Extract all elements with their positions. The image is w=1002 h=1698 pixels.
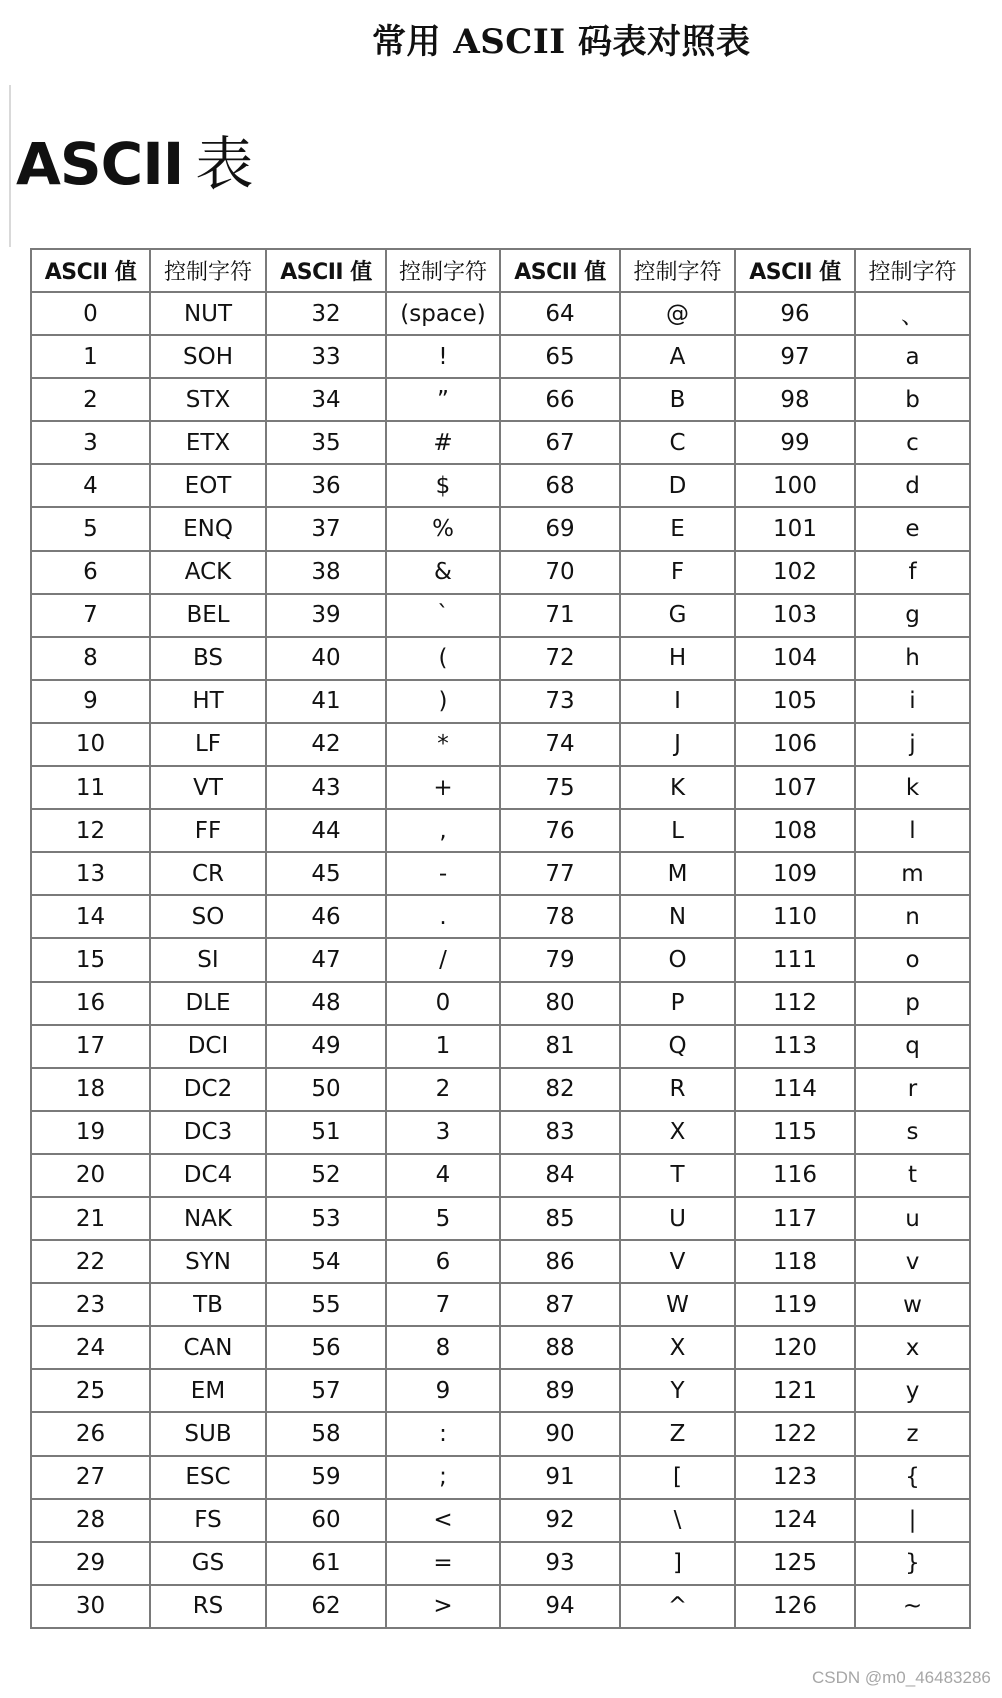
- ascii-value-cell: 52: [266, 1154, 386, 1197]
- ascii-value-cell: 57: [266, 1369, 386, 1412]
- ascii-value-cell: 5: [31, 507, 150, 550]
- ascii-value-cell: 38: [266, 551, 386, 594]
- char-cell: `: [386, 594, 500, 637]
- ascii-value-cell: 59: [266, 1456, 386, 1499]
- table-row: [31, 723, 970, 766]
- column-header-ascii-value: ASCII 值: [500, 249, 620, 292]
- char-cell: u: [855, 1197, 970, 1240]
- section-heading: [16, 128, 252, 200]
- char-cell: Q: [620, 1025, 735, 1068]
- ascii-value-cell: 113: [735, 1025, 855, 1068]
- column-header-control-char: 控制字符: [150, 249, 266, 292]
- table-row: [31, 1283, 970, 1326]
- char-cell: STX: [150, 378, 266, 421]
- char-cell: G: [620, 594, 735, 637]
- table-row: [31, 1412, 970, 1455]
- char-cell: J: [620, 723, 735, 766]
- char-cell: H: [620, 637, 735, 680]
- table-row: [31, 1542, 970, 1585]
- char-cell: $: [386, 464, 500, 507]
- section-heading-cjk: 表: [195, 130, 253, 198]
- char-cell: SOH: [150, 335, 266, 378]
- table-row: [31, 895, 970, 938]
- left-margin-rule: [9, 85, 11, 247]
- ascii-value-cell: 105: [735, 680, 855, 723]
- char-cell: 1: [386, 1025, 500, 1068]
- char-cell: }: [855, 1542, 970, 1585]
- ascii-value-cell: 17: [31, 1025, 150, 1068]
- ascii-value-cell: 22: [31, 1240, 150, 1283]
- ascii-value-cell: 33: [266, 335, 386, 378]
- ascii-value-cell: 120: [735, 1326, 855, 1369]
- char-cell: 7: [386, 1283, 500, 1326]
- char-cell: E: [620, 507, 735, 550]
- ascii-value-cell: 83: [500, 1111, 620, 1154]
- ascii-value-cell: 34: [266, 378, 386, 421]
- ascii-value-cell: 81: [500, 1025, 620, 1068]
- char-cell: ,: [386, 809, 500, 852]
- char-cell: +: [386, 766, 500, 809]
- table-row: [31, 1111, 970, 1154]
- char-cell: DC2: [150, 1068, 266, 1111]
- ascii-value-cell: 23: [31, 1283, 150, 1326]
- char-cell: V: [620, 1240, 735, 1283]
- ascii-value-cell: 29: [31, 1542, 150, 1585]
- char-cell: 2: [386, 1068, 500, 1111]
- table-row: [31, 680, 970, 723]
- ascii-value-cell: 121: [735, 1369, 855, 1412]
- ascii-value-cell: 47: [266, 938, 386, 981]
- table-header-row: [31, 249, 970, 292]
- ascii-value-cell: 122: [735, 1412, 855, 1455]
- ascii-value-cell: 6: [31, 551, 150, 594]
- char-cell: D: [620, 464, 735, 507]
- ascii-value-cell: 119: [735, 1283, 855, 1326]
- table-row: [31, 1197, 970, 1240]
- table-row: [31, 1326, 970, 1369]
- section-heading-latin: ASCII: [16, 130, 184, 198]
- ascii-value-cell: 21: [31, 1197, 150, 1240]
- ascii-value-cell: 61: [266, 1542, 386, 1585]
- table-row: [31, 809, 970, 852]
- char-cell: l: [855, 809, 970, 852]
- column-header-ascii-value: ASCII 值: [31, 249, 150, 292]
- table-row: [31, 1154, 970, 1197]
- char-cell: CR: [150, 852, 266, 895]
- char-cell: ENQ: [150, 507, 266, 550]
- ascii-value-cell: 30: [31, 1585, 150, 1628]
- char-cell: EOT: [150, 464, 266, 507]
- char-cell: w: [855, 1283, 970, 1326]
- ascii-value-cell: 96: [735, 292, 855, 335]
- char-cell: NAK: [150, 1197, 266, 1240]
- column-header-control-char: 控制字符: [855, 249, 970, 292]
- char-cell: F: [620, 551, 735, 594]
- ascii-value-cell: 24: [31, 1326, 150, 1369]
- ascii-value-cell: 49: [266, 1025, 386, 1068]
- table-row: [31, 1068, 970, 1111]
- ascii-value-cell: 103: [735, 594, 855, 637]
- table-row: [31, 982, 970, 1025]
- char-cell: *: [386, 723, 500, 766]
- char-cell: i: [855, 680, 970, 723]
- char-cell: t: [855, 1154, 970, 1197]
- ascii-value-cell: 91: [500, 1456, 620, 1499]
- char-cell: g: [855, 594, 970, 637]
- char-cell: I: [620, 680, 735, 723]
- ascii-value-cell: 97: [735, 335, 855, 378]
- ascii-value-cell: 77: [500, 852, 620, 895]
- char-cell: 8: [386, 1326, 500, 1369]
- char-cell: -: [386, 852, 500, 895]
- ascii-value-cell: 85: [500, 1197, 620, 1240]
- ascii-value-cell: 70: [500, 551, 620, 594]
- char-cell: =: [386, 1542, 500, 1585]
- ascii-value-cell: 123: [735, 1456, 855, 1499]
- ascii-table: [30, 248, 971, 1629]
- char-cell: m: [855, 852, 970, 895]
- ascii-value-cell: 86: [500, 1240, 620, 1283]
- ascii-value-cell: 73: [500, 680, 620, 723]
- char-cell: ETX: [150, 421, 266, 464]
- ascii-value-cell: 14: [31, 895, 150, 938]
- char-cell: BS: [150, 637, 266, 680]
- ascii-value-cell: 12: [31, 809, 150, 852]
- char-cell: 0: [386, 982, 500, 1025]
- ascii-value-cell: 51: [266, 1111, 386, 1154]
- char-cell: DLE: [150, 982, 266, 1025]
- ascii-value-cell: 92: [500, 1499, 620, 1542]
- char-cell: ]: [620, 1542, 735, 1585]
- column-header-ascii-value: ASCII 值: [266, 249, 386, 292]
- ascii-value-cell: 79: [500, 938, 620, 981]
- ascii-value-cell: 107: [735, 766, 855, 809]
- char-cell: ”: [386, 378, 500, 421]
- char-cell: T: [620, 1154, 735, 1197]
- char-cell: EM: [150, 1369, 266, 1412]
- char-cell: DC3: [150, 1111, 266, 1154]
- char-cell: B: [620, 378, 735, 421]
- table-row: [31, 292, 970, 335]
- char-cell: L: [620, 809, 735, 852]
- ascii-value-cell: 35: [266, 421, 386, 464]
- char-cell: A: [620, 335, 735, 378]
- ascii-value-cell: 118: [735, 1240, 855, 1283]
- char-cell: e: [855, 507, 970, 550]
- char-cell: a: [855, 335, 970, 378]
- ascii-value-cell: 110: [735, 895, 855, 938]
- ascii-value-cell: 20: [31, 1154, 150, 1197]
- ascii-value-cell: 80: [500, 982, 620, 1025]
- table-row: [31, 551, 970, 594]
- table-row: [31, 378, 970, 421]
- ascii-value-cell: 11: [31, 766, 150, 809]
- column-header-control-char: 控制字符: [620, 249, 735, 292]
- ascii-value-cell: 16: [31, 982, 150, 1025]
- ascii-value-cell: 115: [735, 1111, 855, 1154]
- ascii-value-cell: 67: [500, 421, 620, 464]
- ascii-value-cell: 100: [735, 464, 855, 507]
- char-cell: N: [620, 895, 735, 938]
- char-cell: p: [855, 982, 970, 1025]
- ascii-value-cell: 75: [500, 766, 620, 809]
- ascii-value-cell: 89: [500, 1369, 620, 1412]
- table-row: [31, 637, 970, 680]
- ascii-value-cell: 112: [735, 982, 855, 1025]
- char-cell: ~: [855, 1585, 970, 1628]
- ascii-value-cell: 45: [266, 852, 386, 895]
- char-cell: O: [620, 938, 735, 981]
- char-cell: R: [620, 1068, 735, 1111]
- ascii-value-cell: 104: [735, 637, 855, 680]
- document-title: 常用 ASCII 码表对照表: [372, 22, 751, 62]
- char-cell: ;: [386, 1456, 500, 1499]
- char-cell: :: [386, 1412, 500, 1455]
- char-cell: M: [620, 852, 735, 895]
- char-cell: RS: [150, 1585, 266, 1628]
- char-cell: P: [620, 982, 735, 1025]
- char-cell: f: [855, 551, 970, 594]
- ascii-value-cell: 50: [266, 1068, 386, 1111]
- char-cell: /: [386, 938, 500, 981]
- char-cell: c: [855, 421, 970, 464]
- ascii-value-cell: 124: [735, 1499, 855, 1542]
- ascii-value-cell: 36: [266, 464, 386, 507]
- ascii-value-cell: 82: [500, 1068, 620, 1111]
- char-cell: %: [386, 507, 500, 550]
- table-row: [31, 852, 970, 895]
- table-row: [31, 507, 970, 550]
- ascii-value-cell: 66: [500, 378, 620, 421]
- ascii-value-cell: 62: [266, 1585, 386, 1628]
- char-cell: BEL: [150, 594, 266, 637]
- ascii-value-cell: 0: [31, 292, 150, 335]
- ascii-value-cell: 106: [735, 723, 855, 766]
- table-row: [31, 938, 970, 981]
- ascii-value-cell: 54: [266, 1240, 386, 1283]
- char-cell: 9: [386, 1369, 500, 1412]
- ascii-value-cell: 44: [266, 809, 386, 852]
- ascii-value-cell: 116: [735, 1154, 855, 1197]
- ascii-value-cell: 68: [500, 464, 620, 507]
- ascii-value-cell: 9: [31, 680, 150, 723]
- ascii-value-cell: 117: [735, 1197, 855, 1240]
- char-cell: >: [386, 1585, 500, 1628]
- table-row: [31, 335, 970, 378]
- char-cell: o: [855, 938, 970, 981]
- char-cell: @: [620, 292, 735, 335]
- ascii-value-cell: 98: [735, 378, 855, 421]
- table-row: [31, 421, 970, 464]
- char-cell: FS: [150, 1499, 266, 1542]
- char-cell: C: [620, 421, 735, 464]
- ascii-value-cell: 8: [31, 637, 150, 680]
- char-cell: GS: [150, 1542, 266, 1585]
- char-cell: (space): [386, 292, 500, 335]
- char-cell: v: [855, 1240, 970, 1283]
- ascii-value-cell: 48: [266, 982, 386, 1025]
- char-cell: ): [386, 680, 500, 723]
- table-row: [31, 1456, 970, 1499]
- ascii-value-cell: 126: [735, 1585, 855, 1628]
- ascii-value-cell: 90: [500, 1412, 620, 1455]
- char-cell: r: [855, 1068, 970, 1111]
- char-cell: X: [620, 1326, 735, 1369]
- ascii-value-cell: 26: [31, 1412, 150, 1455]
- ascii-value-cell: 114: [735, 1068, 855, 1111]
- ascii-value-cell: 19: [31, 1111, 150, 1154]
- table-row: [31, 594, 970, 637]
- ascii-value-cell: 111: [735, 938, 855, 981]
- ascii-value-cell: 78: [500, 895, 620, 938]
- ascii-value-cell: 4: [31, 464, 150, 507]
- ascii-value-cell: 99: [735, 421, 855, 464]
- char-cell: SO: [150, 895, 266, 938]
- char-cell: x: [855, 1326, 970, 1369]
- table-row: [31, 1240, 970, 1283]
- ascii-value-cell: 53: [266, 1197, 386, 1240]
- table-row: [31, 464, 970, 507]
- ascii-value-cell: 72: [500, 637, 620, 680]
- char-cell: {: [855, 1456, 970, 1499]
- ascii-value-cell: 102: [735, 551, 855, 594]
- ascii-value-cell: 55: [266, 1283, 386, 1326]
- column-header-ascii-value: ASCII 值: [735, 249, 855, 292]
- char-cell: Z: [620, 1412, 735, 1455]
- ascii-value-cell: 108: [735, 809, 855, 852]
- char-cell: z: [855, 1412, 970, 1455]
- char-cell: SI: [150, 938, 266, 981]
- ascii-value-cell: 69: [500, 507, 620, 550]
- ascii-value-cell: 60: [266, 1499, 386, 1542]
- char-cell: SUB: [150, 1412, 266, 1455]
- ascii-value-cell: 39: [266, 594, 386, 637]
- table-row: [31, 766, 970, 809]
- char-cell: LF: [150, 723, 266, 766]
- char-cell: q: [855, 1025, 970, 1068]
- char-cell: &: [386, 551, 500, 594]
- ascii-value-cell: 125: [735, 1542, 855, 1585]
- ascii-value-cell: 2: [31, 378, 150, 421]
- char-cell: b: [855, 378, 970, 421]
- char-cell: d: [855, 464, 970, 507]
- char-cell: VT: [150, 766, 266, 809]
- char-cell: ^: [620, 1585, 735, 1628]
- char-cell: DCI: [150, 1025, 266, 1068]
- ascii-value-cell: 37: [266, 507, 386, 550]
- char-cell: FF: [150, 809, 266, 852]
- char-cell: 、: [855, 292, 970, 335]
- ascii-value-cell: 42: [266, 723, 386, 766]
- char-cell: X: [620, 1111, 735, 1154]
- char-cell: HT: [150, 680, 266, 723]
- char-cell: 5: [386, 1197, 500, 1240]
- table-row: [31, 1025, 970, 1068]
- ascii-value-cell: 43: [266, 766, 386, 809]
- char-cell: .: [386, 895, 500, 938]
- char-cell: n: [855, 895, 970, 938]
- ascii-value-cell: 27: [31, 1456, 150, 1499]
- char-cell: #: [386, 421, 500, 464]
- char-cell: [: [620, 1456, 735, 1499]
- char-cell: K: [620, 766, 735, 809]
- char-cell: 3: [386, 1111, 500, 1154]
- char-cell: 4: [386, 1154, 500, 1197]
- ascii-value-cell: 71: [500, 594, 620, 637]
- ascii-value-cell: 87: [500, 1283, 620, 1326]
- ascii-value-cell: 18: [31, 1068, 150, 1111]
- ascii-value-cell: 40: [266, 637, 386, 680]
- ascii-value-cell: 13: [31, 852, 150, 895]
- char-cell: y: [855, 1369, 970, 1412]
- ascii-value-cell: 94: [500, 1585, 620, 1628]
- char-cell: j: [855, 723, 970, 766]
- ascii-value-cell: 76: [500, 809, 620, 852]
- char-cell: h: [855, 637, 970, 680]
- ascii-value-cell: 3: [31, 421, 150, 464]
- char-cell: W: [620, 1283, 735, 1326]
- table-body: [31, 292, 970, 1628]
- char-cell: CAN: [150, 1326, 266, 1369]
- char-cell: \: [620, 1499, 735, 1542]
- ascii-value-cell: 7: [31, 594, 150, 637]
- table-row: [31, 1499, 970, 1542]
- char-cell: s: [855, 1111, 970, 1154]
- char-cell: NUT: [150, 292, 266, 335]
- watermark: CSDN @m0_46483286: [812, 1668, 991, 1687]
- ascii-value-cell: 74: [500, 723, 620, 766]
- char-cell: (: [386, 637, 500, 680]
- ascii-value-cell: 1: [31, 335, 150, 378]
- ascii-value-cell: 56: [266, 1326, 386, 1369]
- ascii-value-cell: 28: [31, 1499, 150, 1542]
- ascii-value-cell: 58: [266, 1412, 386, 1455]
- ascii-value-cell: 46: [266, 895, 386, 938]
- ascii-value-cell: 10: [31, 723, 150, 766]
- table-row: [31, 1585, 970, 1628]
- char-cell: |: [855, 1499, 970, 1542]
- ascii-value-cell: 65: [500, 335, 620, 378]
- char-cell: DC4: [150, 1154, 266, 1197]
- ascii-value-cell: 88: [500, 1326, 620, 1369]
- ascii-value-cell: 15: [31, 938, 150, 981]
- ascii-value-cell: 25: [31, 1369, 150, 1412]
- char-cell: SYN: [150, 1240, 266, 1283]
- char-cell: 6: [386, 1240, 500, 1283]
- ascii-value-cell: 101: [735, 507, 855, 550]
- ascii-value-cell: 93: [500, 1542, 620, 1585]
- table-row: [31, 1369, 970, 1412]
- char-cell: <: [386, 1499, 500, 1542]
- ascii-value-cell: 41: [266, 680, 386, 723]
- char-cell: k: [855, 766, 970, 809]
- ascii-value-cell: 32: [266, 292, 386, 335]
- char-cell: TB: [150, 1283, 266, 1326]
- ascii-value-cell: 64: [500, 292, 620, 335]
- ascii-value-cell: 84: [500, 1154, 620, 1197]
- char-cell: ESC: [150, 1456, 266, 1499]
- ascii-value-cell: 109: [735, 852, 855, 895]
- column-header-control-char: 控制字符: [386, 249, 500, 292]
- char-cell: !: [386, 335, 500, 378]
- char-cell: U: [620, 1197, 735, 1240]
- char-cell: ACK: [150, 551, 266, 594]
- char-cell: Y: [620, 1369, 735, 1412]
